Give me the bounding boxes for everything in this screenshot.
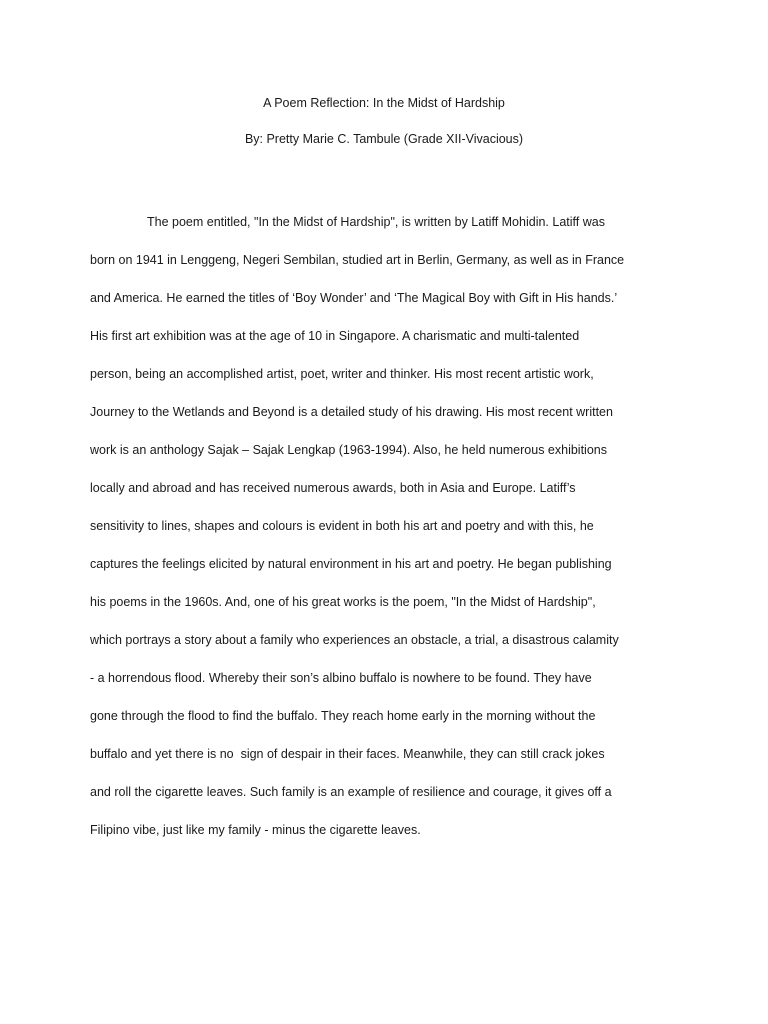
text-line: The poem entitled, "In the Midst of Hardship", is written by Latiff Mohidin. Latiff was	[147, 215, 605, 229]
text-line: locally and abroad and has received numerous awards, both in Asia and Europe. Latiff’s	[90, 481, 576, 495]
text-line: - a horrendous flood. Whereby their son’s albino buffalo is nowhere to be found. They have	[90, 671, 592, 685]
document-byline: By: Pretty Marie C. Tambule (Grade XII-Vivacious)	[244, 132, 524, 146]
body-paragraph	[90, 203, 730, 849]
text-line: which portrays a story about a family who experiences an obstacle, a trial, a disastrous calamity	[90, 633, 619, 647]
text-line: work is an anthology Sajak – Sajak Lengkap (1963-1994). Also, he held numerous exhibitions	[90, 443, 607, 457]
document-title: A Poem Reflection: In the Midst of Hardship	[263, 96, 505, 110]
text-line: gone through the flood to find the buffalo. They reach home early in the morning without the	[90, 709, 596, 723]
text-line: and roll the cigarette leaves. Such family is an example of resilience and courage, it gives off a	[90, 785, 612, 799]
text-line: born on 1941 in Lenggeng, Negeri Sembilan, studied art in Berlin, Germany, as well as in France	[90, 253, 625, 267]
text-line: captures the feelings elicited by natural environment in his art and poetry. He began publishing	[90, 557, 612, 571]
text-line: buffalo and yet there is no sign of despair in their faces. Meanwhile, they can still crack jokes	[90, 747, 605, 761]
text-line: his poems in the 1960s. And, one of his great works is the poem, "In the Midst of Hardship",	[90, 595, 596, 609]
text-line: sensitivity to lines, shapes and colours is evident in both his art and poetry and with this, he	[90, 519, 594, 533]
text-line: His first art exhibition was at the age of 10 in Singapore. A charismatic and multi-talented	[90, 329, 580, 343]
text-line: person, being an accomplished artist, poet, writer and thinker. His most recent artistic work,	[90, 367, 594, 381]
text-line: Journey to the Wetlands and Beyond is a detailed study of his drawing. His most recent written	[90, 405, 613, 419]
text-line: and America. He earned the titles of ‘Boy Wonder’ and ‘The Magical Boy with Gift in His hands.’	[90, 291, 618, 305]
text-line: Filipino vibe, just like my family - minus the cigarette leaves.	[90, 823, 421, 837]
